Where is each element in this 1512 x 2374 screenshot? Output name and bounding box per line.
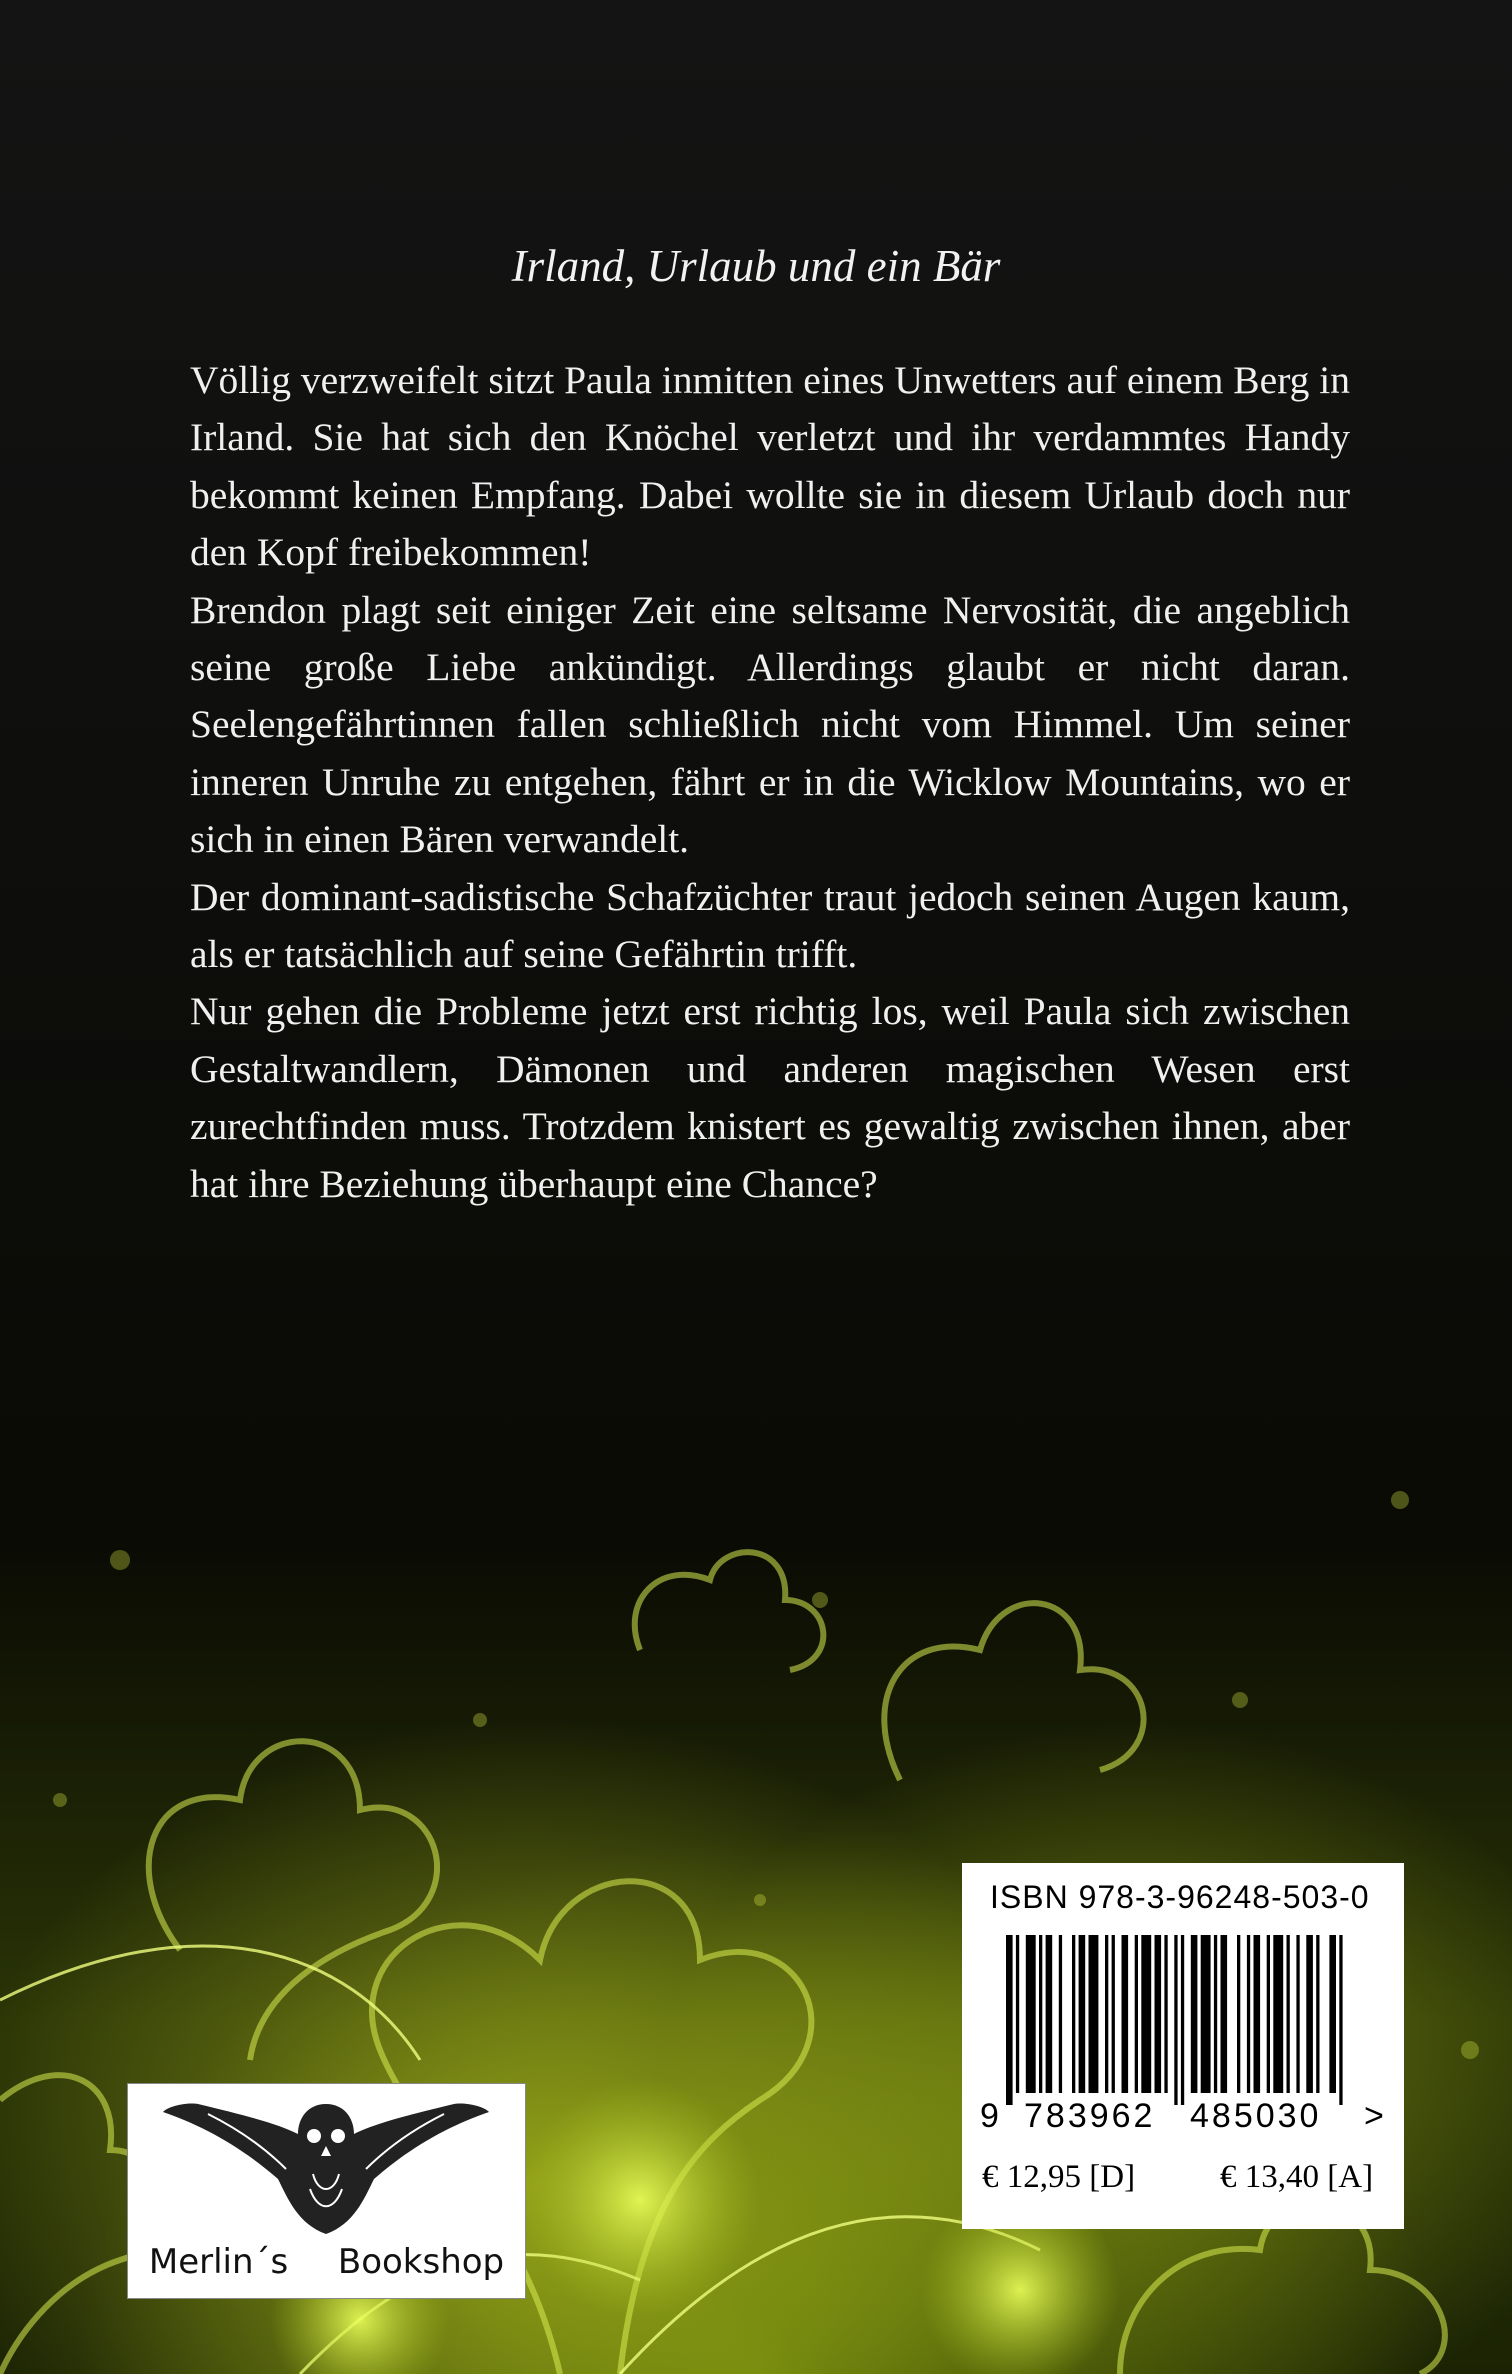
barcode-bar: [1016, 1935, 1019, 2093]
barcode-bar: [1201, 1935, 1211, 2093]
barcode-bar: [1174, 1935, 1177, 2105]
isbn-label: ISBN 978-3-96248-503-0: [990, 1879, 1370, 1915]
barcode-bar: [1273, 1935, 1283, 2093]
publisher-logo: [127, 2083, 526, 2299]
price-germany: € 12,95 [D]: [982, 2159, 1136, 2195]
barcode-lead-digit: 9: [980, 2097, 999, 2135]
price-austria: € 13,40 [A]: [1220, 2159, 1374, 2195]
blurb-paragraph: Der dominant-sadistische Schafzüchter traut jedoch seinen Augen kaum, als er tatsächlich auf seine Gefährtin trifft.: [190, 874, 1350, 977]
barcode-bar: [1072, 1935, 1075, 2093]
barcode-bar: [1046, 1935, 1053, 2093]
barcode-bar: [1164, 1935, 1167, 2093]
barcode-bar: [1254, 1935, 1261, 2093]
blurb-paragraph: Nur gehen die Probleme jetzt erst richtig los, weil Paula sich zwischen Gestaltwandlern, Dämonen und anderen magischen Wesen erst zurechtfinden muss. Trotzdem knistert es gewaltig zwischen ihnen, aber hat ihre Beziehung überhaupt eine Chance?: [190, 989, 1350, 1206]
barcode-bar: [1039, 1935, 1042, 2093]
barcode-bar: [1026, 1935, 1036, 2093]
barcode-bar: [1181, 1935, 1184, 2105]
barcode-image: [1006, 1935, 1346, 2105]
publisher-name-left: Merlin´s: [148, 2242, 289, 2282]
barcode-digits-left: 783962: [1024, 2097, 1156, 2135]
barcode-bar: [1306, 1935, 1313, 2093]
barcode-bar: [1221, 1935, 1228, 2093]
barcode-digits-right: 485030: [1190, 2097, 1322, 2135]
barcode-bar: [1105, 1935, 1108, 2093]
price-row: [962, 2159, 1404, 2219]
isbn-barcode-panel: [962, 1863, 1404, 2229]
barcode-bar: [1122, 1935, 1129, 2093]
barcode-bar: [1287, 1935, 1290, 2093]
blurb-paragraph: Völlig verzweifelt sitzt Paula inmitten eines Unwetters auf einem Berg in Irland. Sie hat sich den Knöchel verletzt und ihr verdammtes Handy bekommt keinen Empfang. Dabei wollte sie in diesem Urlaub doch nur den Kopf freibekommen!: [190, 358, 1350, 575]
blurb-paragraph: Brendon plagt seit einiger Zeit eine seltsame Nervosität, die angeblich seine große Liebe ankündigt. Allerdings glaubt er nicht daran. Seelengefährtinnen fallen schließlich nicht vom Himmel. Um seiner inneren Unruhe zu entgehen, fährt er in die Wicklow Mountains, wo er sich in einen Bären verwandelt.: [190, 587, 1350, 862]
barcode-bar: [1141, 1935, 1151, 2093]
tagline: Irland, Urlaub und ein Bär: [511, 241, 1001, 291]
publisher-name: [128, 2242, 525, 2282]
barcode-bar: [1155, 1935, 1162, 2093]
publisher-name-right: Bookshop: [337, 2242, 505, 2282]
barcode-bar: [1329, 1935, 1336, 2093]
barcode-bar: [1316, 1935, 1319, 2093]
barcode-bar: [1006, 1935, 1013, 2105]
barcode-bar: [1237, 1935, 1240, 2093]
barcode-bar: [1267, 1935, 1270, 2093]
barcode-bar: [1135, 1935, 1138, 2093]
barcode-bar: [1339, 1935, 1342, 2105]
barcode-bar: [1191, 1935, 1198, 2093]
barcode-bar: [1247, 1935, 1250, 2093]
barcode-bar: [1079, 1935, 1086, 2093]
barcode-bar: [1112, 1935, 1115, 2093]
blurb-text: [190, 352, 1350, 1213]
barcode-bar: [1059, 1935, 1062, 2093]
barcode-bar: [1296, 1935, 1299, 2093]
barcode-bar: [1214, 1935, 1217, 2093]
barcode-quiet-mark: >: [1364, 2097, 1384, 2135]
barcode-bar: [1089, 1935, 1099, 2093]
